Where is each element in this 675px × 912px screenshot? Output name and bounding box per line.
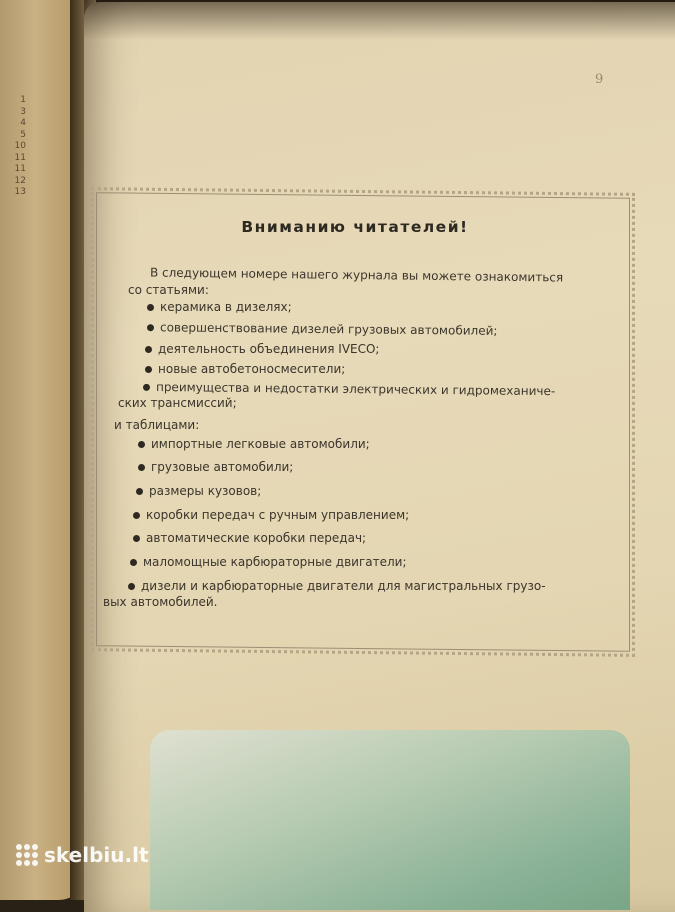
left-number: 11: [14, 152, 26, 163]
left-number: 13: [14, 187, 26, 197]
list-item: грузовые автомобили;: [138, 460, 293, 474]
left-page-numbers: [0, 95, 26, 199]
left-number: 12: [14, 175, 26, 186]
bullet-icon: [145, 346, 152, 353]
list-item: новые автобетоносмесители;: [145, 362, 345, 376]
list-item-continuation: ских трансмиссий;: [118, 396, 237, 410]
bullet-icon: [138, 464, 145, 471]
tables-intro: и таблицами:: [114, 418, 200, 432]
light-reflection: [150, 730, 630, 910]
list-item: дизели и карбюраторные двигатели для магистральных грузо-: [128, 579, 546, 593]
bullet-icon: [147, 304, 154, 311]
page-number: 9: [595, 72, 605, 87]
left-number: 11: [14, 164, 26, 174]
bullet-icon: [143, 384, 150, 391]
notice-block: [100, 218, 600, 236]
bullet-icon: [133, 535, 140, 542]
watermark: [16, 840, 149, 870]
left-number: 10: [14, 141, 26, 151]
watermark-text: skelbiu.lt: [44, 843, 149, 867]
list-item: размеры кузовов;: [136, 484, 261, 498]
page-shadow: [84, 0, 675, 40]
list-item: автоматические коробки передач;: [133, 531, 366, 545]
left-number: 1: [20, 95, 26, 105]
list-item: импортные легковые автомобили;: [138, 437, 370, 451]
bullet-icon: [133, 512, 140, 519]
bullet-icon: [145, 366, 152, 373]
left-number: 4: [20, 118, 26, 128]
list-item: совершенствование дизелей грузовых автомобилей;: [147, 320, 498, 338]
bullet-icon: [128, 583, 135, 590]
bullet-icon: [130, 559, 137, 566]
watermark-logo-icon: [16, 844, 38, 866]
left-number: 3: [20, 106, 26, 117]
list-item-continuation: вых автомобилей.: [103, 595, 218, 609]
list-item: маломощные карбюраторные двигатели;: [130, 555, 407, 569]
intro-line: со статьями:: [128, 283, 209, 297]
list-item: керамика в дизелях;: [147, 300, 292, 314]
list-item: деятельность объединения IVECO;: [145, 342, 379, 356]
bullet-icon: [136, 488, 143, 495]
list-item: коробки передач с ручным управлением;: [133, 508, 409, 522]
intro-line: В следующем номере нашего журнала вы можете ознакомиться: [149, 265, 564, 285]
list-item: преимущества и недостатки электрических и гидромеханиче-: [143, 380, 555, 398]
bullet-icon: [138, 441, 145, 448]
bullet-icon: [147, 324, 154, 331]
notice-title: Вниманию читателей!: [241, 218, 469, 236]
left-number: 5: [20, 129, 26, 140]
